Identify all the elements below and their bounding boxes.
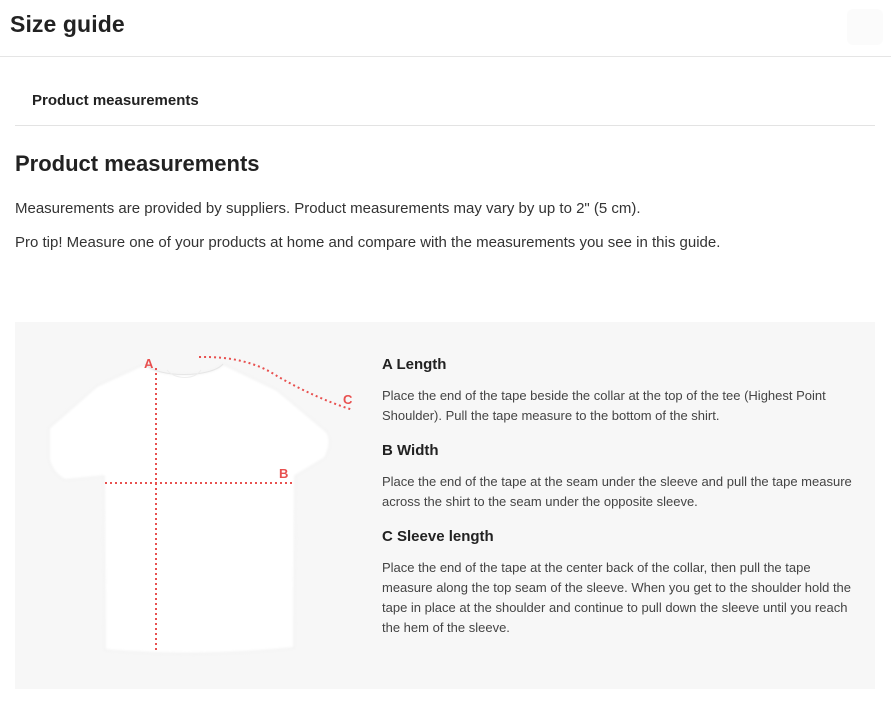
modal-title: Size guide [10,11,125,37]
tab-product-measurements[interactable]: Product measurements [32,92,199,109]
sleeve-length-description: Place the end of the tape at the center back of the collar, then pull the tape measure along the top seam of the sleeve. When you get to the shoulder hold the tape in place at the shoulder and continue to pull down the sleeve until you reach the hem of the sleeve. [382,560,852,635]
width-description: Place the end of the tape at the seam under the sleeve and pull the tape measure across the shirt to the seam under the opposite sleeve. [382,474,852,509]
suppliers-note: Measurements are provided by suppliers. Product measurements may vary by up to 2" (5 cm). [15,200,641,217]
label-a: A [144,356,154,371]
length-description: Place the end of the tape beside the collar at the top of the tee (Highest Point Shoulder). Pull the tape measure to the bottom of the shirt. [382,388,826,423]
tshirt-diagram [15,322,375,689]
length-title: A Length [382,356,447,373]
modal-header [0,0,891,57]
width-title: B Width [382,442,439,459]
label-c: C [343,392,353,407]
measurement-guide-panel [15,322,875,689]
section-title: Product measurements [15,151,260,176]
sleeve-length-title: C Sleeve length [382,528,494,545]
label-b: B [279,466,289,481]
close-button[interactable] [847,9,883,45]
tab-bar [15,76,875,126]
tshirt-shape [49,364,330,654]
pro-tip: Pro tip! Measure one of your products at home and compare with the measurements you see in this guide. [15,234,721,251]
